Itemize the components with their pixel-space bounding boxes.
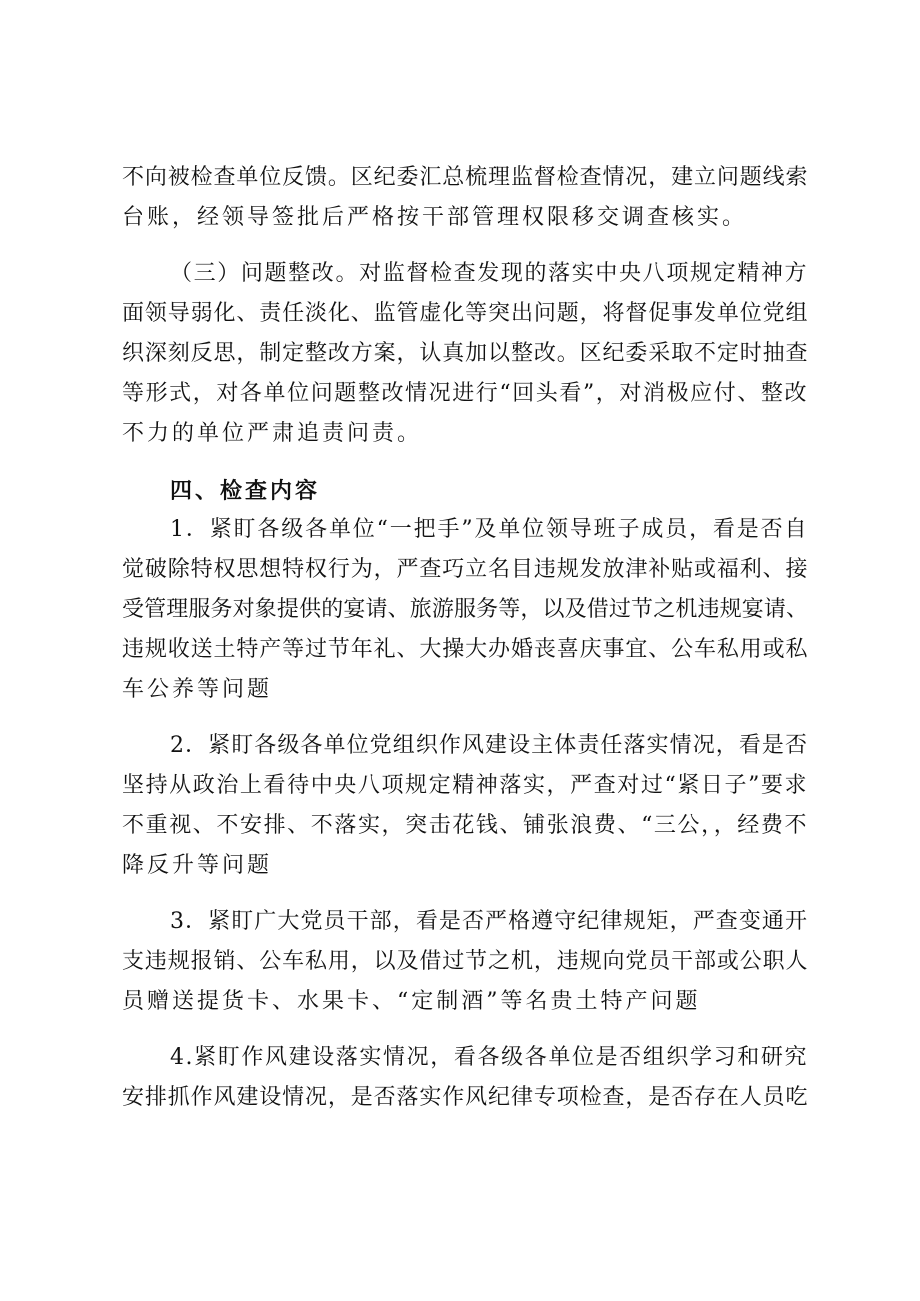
text-line: 坚持从政治上看待中央八项规定精神落实，严查对过“紧日子”要求: [122, 773, 808, 798]
text-line: 受管理服务对象提供的宴请、旅游服务等，以及借过节之机违规宴请、: [122, 597, 808, 622]
paragraph-gap: [122, 1024, 808, 1040]
paragraph-gap: [122, 240, 808, 256]
section-heading: 四、检查内容: [170, 479, 321, 504]
text-line: 4.紧盯作风建设落实情况，看各级各单位是否组织学习和研究: [170, 1045, 808, 1070]
text-line: 违规收送土特产等过节年礼、大操大办婚丧喜庆事宜、公车私用或私: [122, 637, 808, 662]
text-line: 不重视、不安排、不落实，突击花钱、铺张浪费、“三公，，经费不: [122, 813, 808, 838]
text-line: 员赠送提货卡、水果卡、“定制酒”等名贵土特产问题: [122, 989, 701, 1014]
text-line: 2．紧盯各级各单位党组织作风建设主体责任落实情况，看是否: [170, 733, 808, 758]
text-line: 安排抓作风建设情况，是否落实作风纪律专项检查，是否存在人员吃: [122, 1085, 808, 1110]
paragraph-gap: [122, 888, 808, 904]
text-line: 降反升等问题: [122, 853, 273, 878]
document-body: [122, 160, 808, 1120]
text-line: 支违规报销、公车私用，以及借过节之机，违规向党员干部或公职人: [122, 949, 808, 974]
text-line: 不力的单位严肃追责问责。: [122, 421, 423, 446]
paragraph-gap: [122, 712, 808, 728]
text-line: 面领导弱化、责任淡化、监管虚化等突出问题，将督促事发单位党组: [122, 301, 808, 326]
paragraph-gap: [122, 456, 808, 472]
text-line: 台账，经领导签批后严格按干部管理权限移交调查核实。: [122, 205, 748, 230]
text-line: 车公养等问题: [122, 677, 273, 702]
text-line: 不向被检查单位反馈。区纪委汇总梳理监督检查情况，建立问题线索: [122, 165, 808, 190]
text-line: 觉破除特权思想特权行为，严查巧立名目违规发放津补贴或福利、接: [122, 557, 808, 582]
text-line: （三）问题整改。对监督检查发现的落实中央八项规定精神方: [170, 261, 808, 286]
text-line: 1．紧盯各级各单位“一把手”及单位领导班子成员，看是否自: [170, 517, 808, 542]
text-line: 织深刻反思，制定整改方案，认真加以整改。区纪委采取不定时抽查: [122, 341, 808, 366]
text-line: 等形式，对各单位问题整改情况进行“回头看”，对消极应付、整改: [122, 381, 808, 406]
text-line: 3．紧盯广大党员干部，看是否严格遵守纪律规矩，严查变通开: [170, 909, 808, 934]
